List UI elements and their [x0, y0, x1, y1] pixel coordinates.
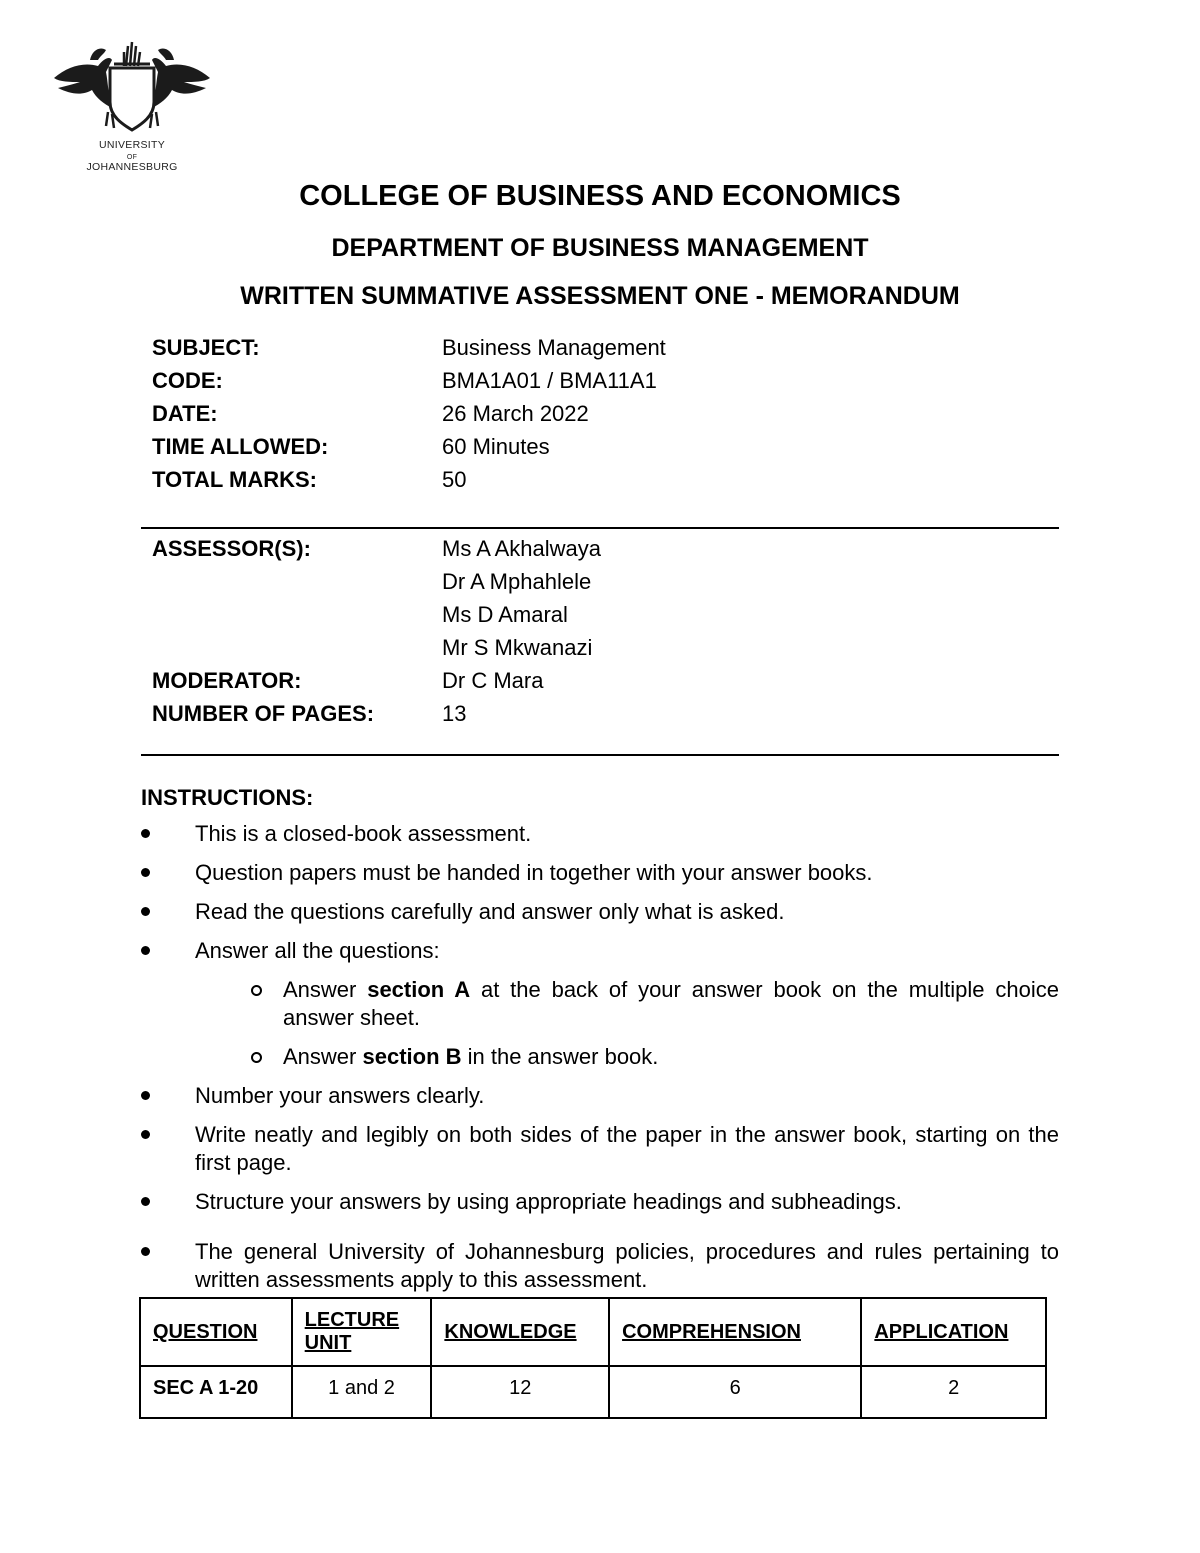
bullet-icon [141, 829, 150, 838]
university-logo [48, 38, 216, 178]
detail-value: 50 [442, 467, 467, 492]
mark-allocation-table [139, 1297, 1047, 1419]
instruction-text: Write neatly and legibly on both sides of the paper in the answer book, starting on the first page. [195, 1122, 1059, 1175]
section-b-emphasis: section B [362, 1044, 462, 1069]
sub-list-item [141, 1043, 1059, 1071]
pages-value: 13 [442, 701, 467, 726]
instruction-text: Number your answers clearly. [195, 1083, 485, 1108]
detail-row-subject [152, 331, 666, 364]
instruction-text: Structure your answers by using appropriate headings and subheadings. [195, 1189, 902, 1214]
assessment-details [152, 331, 666, 496]
hollow-bullet-icon [251, 985, 262, 996]
instruction-text: in the answer book. [461, 1044, 659, 1069]
bullet-icon [141, 1247, 150, 1256]
assessment-heading: WRITTEN SUMMATIVE ASSESSMENT ONE - MEMORANDUM [240, 282, 960, 310]
instruction-text: Answer all the questions: [195, 938, 440, 963]
assessor-row [152, 631, 601, 664]
assessor-row [152, 565, 601, 598]
moderator-name: Dr C Mara [442, 668, 544, 693]
list-item [141, 1082, 1059, 1110]
instruction-text: Question papers must be handed in together with your answer books. [195, 860, 873, 885]
table-header-cell: LECTURE UNIT [292, 1298, 432, 1366]
assessors-block [152, 532, 601, 730]
bullet-icon [141, 946, 150, 955]
section-a-emphasis: section A [367, 977, 471, 1002]
moderator-row [152, 664, 601, 697]
detail-label: DATE: [152, 401, 218, 426]
detail-label: CODE: [152, 368, 223, 393]
detail-row-marks [152, 463, 666, 496]
assessor-name: Mr S Mkwanazi [442, 635, 593, 660]
assessor-row [152, 532, 601, 565]
list-item [141, 820, 1059, 848]
bullet-icon [141, 1130, 150, 1139]
table-cell: 12 [431, 1366, 609, 1418]
assessor-row [152, 598, 601, 631]
assessor-name: Dr A Mphahlele [442, 569, 592, 594]
logo-text-of: OF [126, 154, 138, 161]
logo-text-university: UNIVERSITY [98, 139, 165, 151]
instruction-text: Answer [283, 1044, 363, 1069]
detail-row-date [152, 397, 666, 430]
instruction-text: Answer [283, 977, 368, 1002]
instruction-text: at the back of your answer book on the multiple choice answer sheet. [283, 977, 1059, 1030]
hollow-bullet-icon [251, 1052, 262, 1063]
instructions-title: INSTRUCTIONS: [141, 785, 314, 810]
table-cell: 2 [861, 1366, 1046, 1418]
table-header-cell: APPLICATION [861, 1298, 1046, 1366]
assessor-name: Ms A Akhalwaya [442, 536, 601, 561]
detail-label: TOTAL MARKS: [152, 467, 317, 492]
list-item [141, 1238, 1059, 1294]
pages-label: NUMBER OF PAGES: [152, 701, 375, 726]
table-header-row [140, 1298, 1046, 1366]
instruction-text: This is a closed-book assessment. [195, 821, 532, 846]
college-heading: COLLEGE OF BUSINESS AND ECONOMICS [299, 180, 901, 212]
detail-value: 26 March 2022 [442, 401, 589, 426]
table-cell: 1 and 2 [292, 1366, 432, 1418]
detail-value: BMA1A01 / BMA11A1 [442, 368, 657, 393]
list-item [141, 937, 1059, 965]
bullet-icon [141, 868, 150, 877]
divider-bottom [141, 754, 1059, 756]
logo-text-johannesburg: JOHANNESBURG [86, 161, 178, 173]
list-item [141, 1121, 1059, 1177]
list-item [141, 898, 1059, 926]
table-cell: 6 [609, 1366, 861, 1418]
instruction-text: Read the questions carefully and answer only what is asked. [195, 899, 785, 924]
table-header-cell: QUESTION [140, 1298, 292, 1366]
bullet-icon [141, 1197, 150, 1206]
bullet-icon [141, 1091, 150, 1100]
bullet-icon [141, 907, 150, 916]
list-item [141, 1188, 1059, 1216]
detail-row-time [152, 430, 666, 463]
detail-value: Business Management [442, 335, 666, 360]
divider-top [141, 527, 1059, 529]
instructions-list [141, 820, 1059, 1305]
sub-list-item [141, 976, 1059, 1032]
instruction-text: The general University of Johannesburg policies, procedures and rules pertaining to written assessments apply to this assessment. [195, 1239, 1059, 1292]
department-heading: DEPARTMENT OF BUSINESS MANAGEMENT [331, 234, 869, 262]
detail-row-code [152, 364, 666, 397]
table-header-cell: KNOWLEDGE [431, 1298, 609, 1366]
moderator-label: MODERATOR: [152, 668, 302, 693]
pages-row [152, 697, 601, 730]
detail-label: SUBJECT: [152, 335, 260, 360]
detail-label: TIME ALLOWED: [152, 434, 329, 459]
table-row [140, 1366, 1046, 1418]
table-cell: SEC A 1-20 [140, 1366, 292, 1418]
table-header-cell: COMPREHENSION [609, 1298, 861, 1366]
list-item [141, 859, 1059, 887]
assessor-name: Ms D Amaral [442, 602, 568, 627]
university-crest-icon [48, 38, 216, 138]
assessors-label: ASSESSOR(S): [152, 536, 311, 561]
detail-value: 60 Minutes [442, 434, 550, 459]
